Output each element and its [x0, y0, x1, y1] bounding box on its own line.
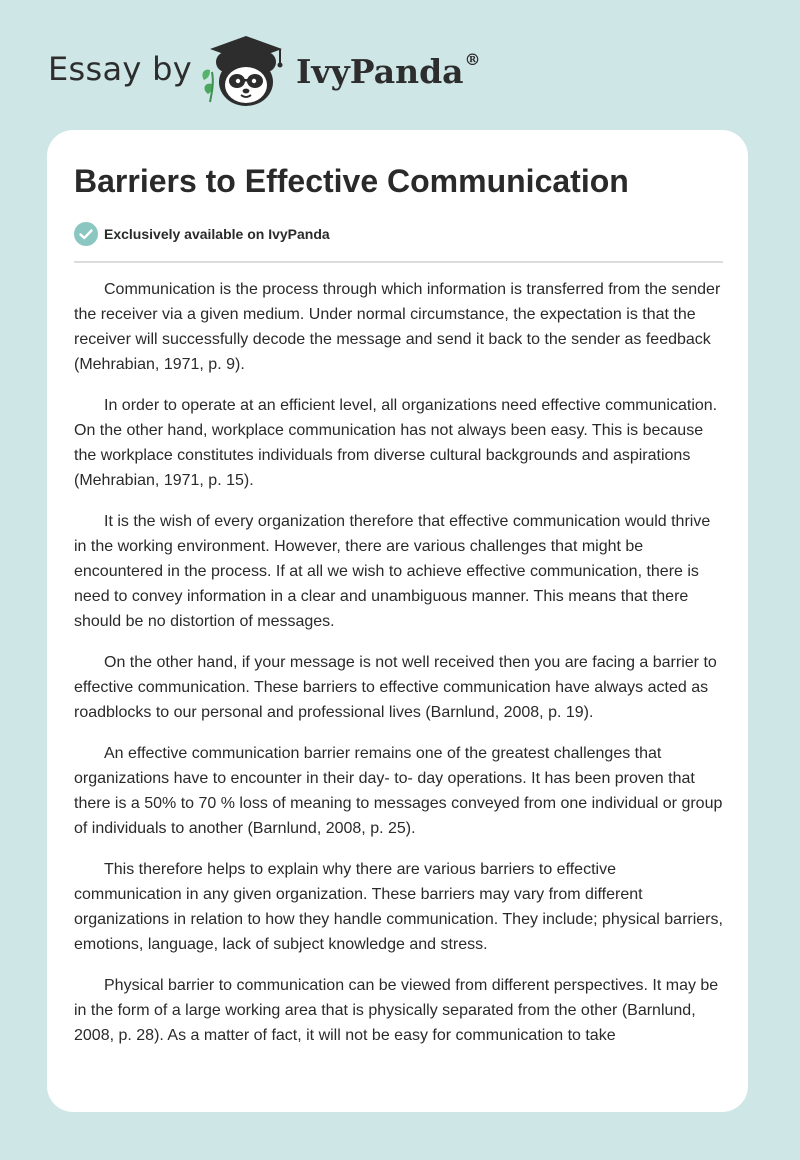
paragraph: Physical barrier to communication can be viewed from different perspectives. It may be in the form of a large working area that is physically separated from the other (Barnlund, 2008, p. 28). As a matter of fact, it will not be easy for communication to take	[74, 977, 719, 1044]
paragraph: An effective communication barrier remains one of the greatest challenges that organizations have to encounter in their day- to- day operations. It has been proven that there is a 50% to 70 % loss of meaning to messages conveyed from one individual or group of individuals to another (Barnlund, 2008, p. 25).	[74, 745, 723, 837]
paragraph: On the other hand, if your message is not well received then you are facing a barrier to effective communication. These barriers to effective communication have always acted as roadblocks to our personal and professional lives (Barnlund, 2008, p. 19).	[74, 654, 717, 721]
site-header	[0, 0, 800, 130]
page-title: Barriers to Effective Communication	[74, 163, 629, 199]
essay-body	[74, 277, 726, 1064]
exclusive-badge-label: Exclusively available on IvyPanda	[104, 226, 330, 242]
essay-card	[47, 130, 748, 1112]
brand-name: IvyPanda®	[296, 50, 481, 91]
paragraph: Communication is the process through which information is transferred from the sender the receiver via a given medium. Under normal circumstance, the expectation is that the receiver will successfully decode the message and send it back to the sender as feedback (Mehrabian, 1971, p. 9).	[74, 281, 721, 373]
paragraph: In order to operate at an efficient level, all organizations need effective communication. On the other hand, workplace communication has not always been easy. This is because the workplace constitutes individuals from diverse cultural backgrounds and aspirations (Mehrabian, 1971, p. 15).	[74, 397, 718, 489]
registered-mark: ®	[464, 50, 481, 69]
essay-by-label: Essay by	[48, 50, 192, 88]
title-divider	[74, 261, 723, 263]
paragraph: This therefore helps to explain why there are various barriers to effective communication in any given organization. These barriers may vary from different organizations in relation to how they handle communication. They include; physical barriers, emotions, language, lack of subject knowledge and stress.	[74, 861, 723, 953]
exclusive-badge	[74, 222, 330, 246]
check-circle-icon	[74, 222, 98, 246]
paragraph: It is the wish of every organization therefore that effective communication would thrive in the working environment. However, there are various challenges that might be encountered in the process. If at all we wish to achieve effective communication, there is need to convey information in a clear and unambiguous manner. This means that there should be no distortion of messages.	[74, 513, 711, 630]
panda-graduate-icon	[198, 32, 294, 112]
